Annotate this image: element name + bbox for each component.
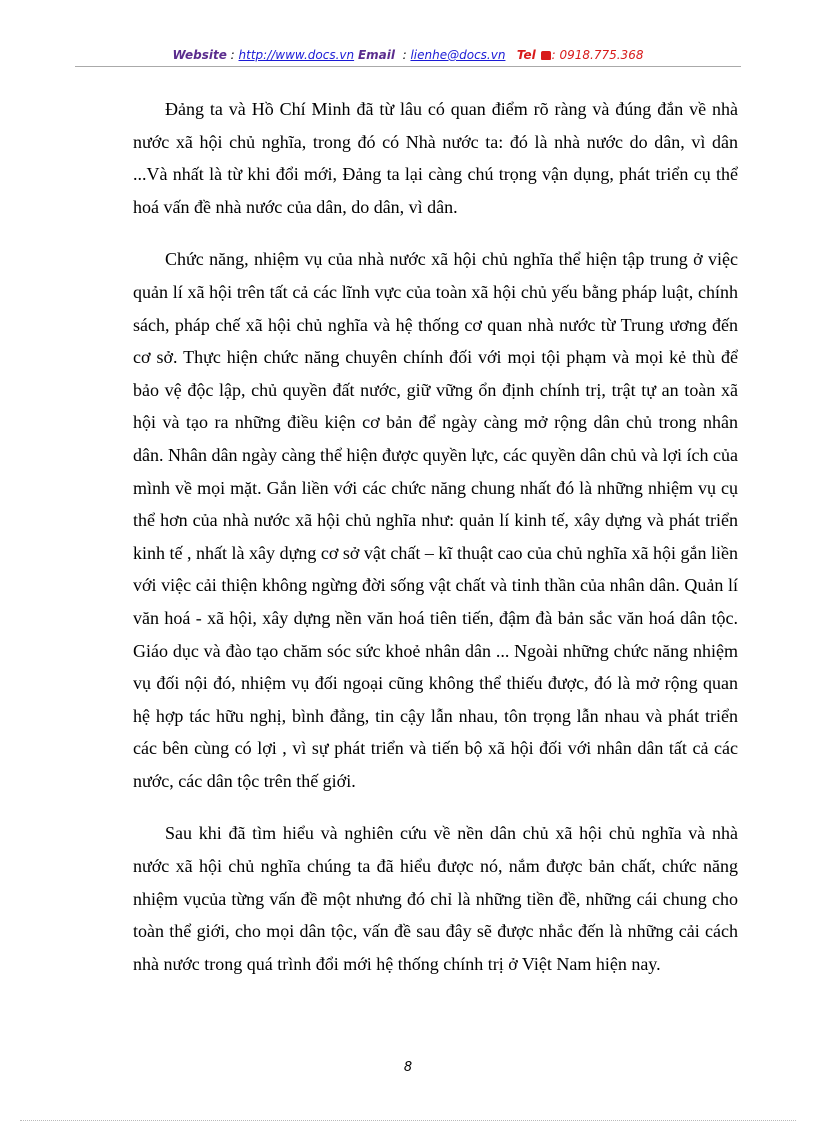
page-header: Website : http://www.docs.vn Email : lienhe@docs.vn Tel : 0918.775.368: [172, 48, 644, 62]
website-label: Website: [172, 48, 227, 62]
paragraph-2: Chức năng, nhiệm vụ của nhà nước xã hội chủ nghĩa thể hiện tập trung ở việc quản lí xã hội trên tất cả các lĩnh vực của toàn xã hội chủ yếu bằng pháp luật, chính sách, pháp chế xã hội chủ nghĩa và hệ thống cơ quan nhà nước từ Trung ương đến cơ sở. Thực hiện chức năng chuyên chính đối với mọi tội phạm và mọi kẻ thù để bảo vệ độc lập, chủ quyền đất nước, giữ vững ổn định chính trị, trật tự an toàn xã hội và tạo ra những điều kiện cơ bản để ngày càng mở rộng dân chủ trong nhân dân. Nhân dân ngày càng thể hiện được quyền lực, các quyền dân chủ và lợi ích của mình về mọi mặt. Gắn liền với các chức năng chung nhất đó là những nhiệm vụ cụ thể hơn của nhà nước xã hội chủ nghĩa như: quản lí kinh tế, xây dựng và phát triển kinh tế , nhất là xây dựng cơ sở vật chất – kĩ thuật cao của chủ nghĩa xã hội gắn liền với việc cải thiện không ngừng đời sống vật chất và tinh thần của nhân dân. Quản lí văn hoá - xã hội, xây dựng nền văn hoá tiên tiến, đậm đà bản sắc văn hoá dân tộc. Giáo dục và đào tạo chăm sóc sức khoẻ nhân dân ... Ngoài những chức năng nhiệm vụ đối nội đó, nhiệm vụ đối ngoại cũng không thể thiếu được, đó là mở rộng quan hệ hợp tác hữu nghị, bình đẳng, tin cậy lẫn nhau, tôn trọng lẫn nhau và phát triển các bên cùng có lợi , vì sự phát triển và tiến bộ xã hội đối với nhân dân tất cả các nước, các dân tộc trên thế giới.: [133, 249, 738, 791]
paragraph-1: Đảng ta và Hồ Chí Minh đã từ lâu có quan điểm rõ ràng và đúng đắn về nhà nước xã hội chủ nghĩa, trong đó có Nhà nước ta: đó là nhà nước do dân, vì dân ...Và nhất là từ khi đổi mới, Đảng ta lại càng chú trọng vận dụng, phát triển cụ thể hoá vấn đề nhà nước của dân, do dân, vì dân.: [133, 99, 738, 217]
document-body: [133, 93, 738, 1000]
telephone-icon: [541, 51, 551, 60]
header-divider: [75, 66, 741, 67]
footer-divider: [20, 1120, 796, 1121]
tel-number: : 0918.775.368: [551, 48, 644, 62]
email-link[interactable]: lienhe@docs.vn: [410, 48, 506, 62]
paragraph-3: Sau khi đã tìm hiểu và nghiên cứu về nền dân chủ xã hội chủ nghĩa và nhà nước xã hội chủ nghĩa chúng ta đã hiểu được nó, nắm được bản chất, chức năng nhiệm vụcủa từng vấn đề một nhưng đó chỉ là những tiền đề, những cái chung cho toàn thể giới, cho mọi dân tộc, vấn đề sau đây sẽ được nhắc đến là những cải cách nhà nước trong quá trình đổi mới hệ thống chính trị ở Việt Nam hiện nay.: [133, 823, 738, 974]
website-link[interactable]: http://www.docs.vn: [238, 48, 355, 62]
email-label: Email: [357, 48, 395, 62]
page-number: 8: [403, 1060, 413, 1075]
tel-label: Tel: [516, 48, 536, 62]
